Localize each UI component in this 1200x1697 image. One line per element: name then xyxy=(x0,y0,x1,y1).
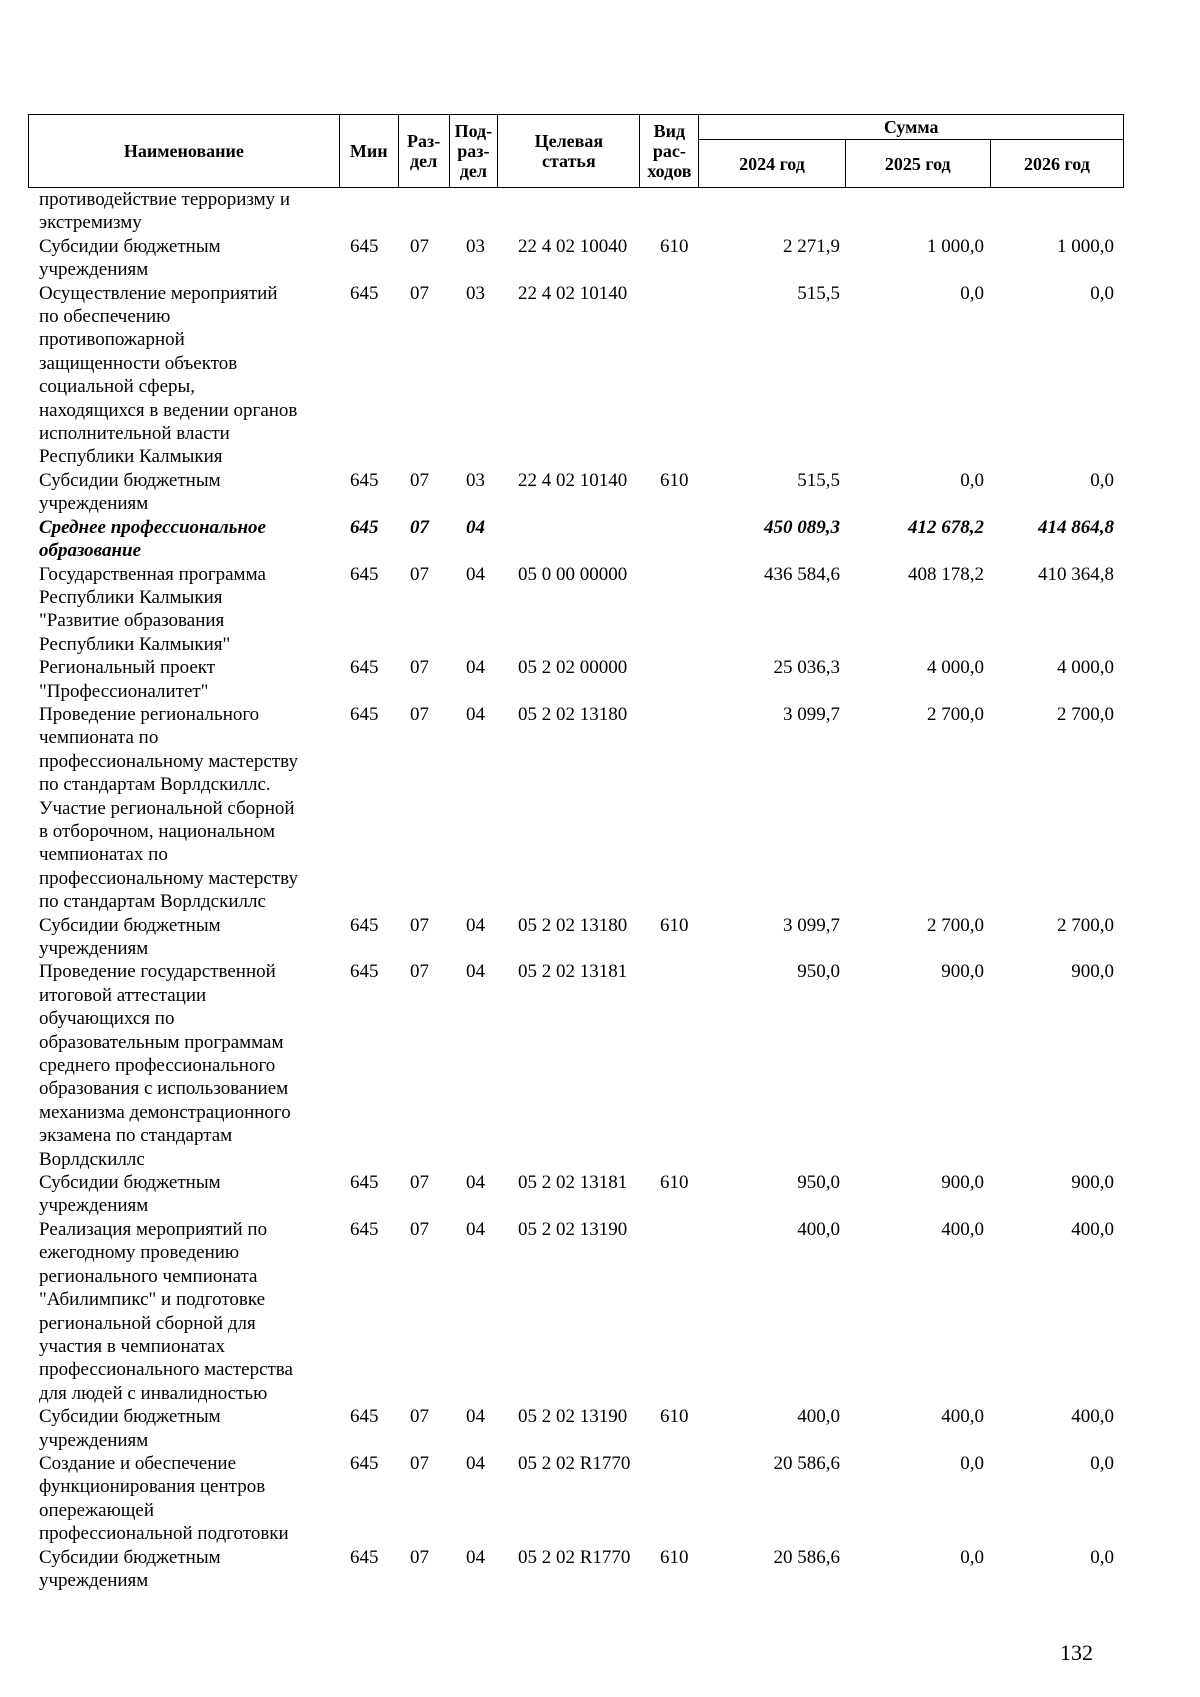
page-number: 132 xyxy=(1060,1640,1093,1665)
table-row xyxy=(28,188,1124,235)
row-sum-2024: 3 099,7 xyxy=(783,914,840,936)
header-min: Мин xyxy=(339,115,398,188)
header-year-2025: 2025 год xyxy=(845,140,990,188)
table-row xyxy=(28,1171,1124,1218)
header-year-2024: 2024 год xyxy=(699,140,845,188)
row-cs: 22 4 02 10140 xyxy=(518,282,628,304)
row-podrazdel: 04 xyxy=(466,1406,485,1428)
table-row xyxy=(28,1546,1124,1593)
row-sum-2026: 414 864,8 xyxy=(1038,516,1114,538)
row-min: 645 xyxy=(350,1452,379,1474)
row-name: Проведение регионального чемпионата по профессиональному мастерству по стандартам Ворлдскиллс. Участие региональной сборной в отборочном, национальном чемпионатах по профессиональному мастерству по стандартам Ворлдскиллс xyxy=(39,703,298,913)
row-sum-2024: 950,0 xyxy=(797,1172,840,1194)
row-sum-2024: 400,0 xyxy=(797,1218,840,1240)
row-sum-2025: 408 178,2 xyxy=(908,563,984,585)
row-razdel: 07 xyxy=(410,1452,429,1474)
row-sum-2024: 20 586,6 xyxy=(773,1546,840,1568)
row-vr: 610 xyxy=(660,235,689,257)
row-cs: 05 2 02 00000 xyxy=(518,657,628,679)
table-row xyxy=(28,235,1124,282)
row-razdel: 07 xyxy=(410,657,429,679)
row-razdel: 07 xyxy=(410,235,429,257)
row-sum-2024: 515,5 xyxy=(797,282,840,304)
row-vr: 610 xyxy=(660,469,689,491)
header-name: Наименование xyxy=(29,115,340,188)
row-name: Реализация мероприятий по ежегодному проведению регионального чемпионата "Абилимпикс" и подготовке региональной сборной для участия в чемпионатах профессионального мастерства для людей с инвалидностью xyxy=(39,1218,293,1404)
row-podrazdel: 04 xyxy=(466,516,485,538)
row-podrazdel: 04 xyxy=(466,1546,485,1568)
header-cs: Целевая статья xyxy=(498,115,640,188)
row-sum-2025: 412 678,2 xyxy=(908,516,984,538)
row-min: 645 xyxy=(350,1546,379,1568)
row-sum-2025: 0,0 xyxy=(960,469,984,491)
table-row xyxy=(28,469,1124,516)
row-sum-2024: 450 089,3 xyxy=(764,516,840,538)
row-podrazdel: 04 xyxy=(466,914,485,936)
row-name: Среднее профессиональное образование xyxy=(39,516,266,562)
row-podrazdel: 04 xyxy=(466,1218,485,1240)
row-vr: 610 xyxy=(660,1546,689,1568)
row-vr: 610 xyxy=(660,1406,689,1428)
row-cs: 05 2 02 13181 xyxy=(518,1172,628,1194)
row-podrazdel: 04 xyxy=(466,1452,485,1474)
row-sum-2026: 2 700,0 xyxy=(1057,914,1114,936)
row-min: 645 xyxy=(350,563,379,585)
row-sum-2026: 2 700,0 xyxy=(1057,703,1114,725)
row-razdel: 07 xyxy=(410,1406,429,1428)
row-sum-2025: 400,0 xyxy=(941,1406,984,1428)
table-row xyxy=(28,914,1124,961)
row-min: 645 xyxy=(350,961,379,983)
row-razdel: 07 xyxy=(410,914,429,936)
row-sum-2026: 0,0 xyxy=(1090,1546,1114,1568)
row-min: 645 xyxy=(350,914,379,936)
row-podrazdel: 04 xyxy=(466,657,485,679)
row-sum-2024: 400,0 xyxy=(797,1406,840,1428)
row-name: Субсидии бюджетным учреждениям xyxy=(39,235,221,281)
table-row xyxy=(28,563,1124,657)
row-sum-2024: 950,0 xyxy=(797,961,840,983)
row-podrazdel: 04 xyxy=(466,563,485,585)
header-razdel: Раз- дел xyxy=(398,115,449,188)
row-vr: 610 xyxy=(660,914,689,936)
row-sum-2026: 4 000,0 xyxy=(1057,657,1114,679)
row-razdel: 07 xyxy=(410,1172,429,1194)
row-cs: 05 2 02 13180 xyxy=(518,703,628,725)
row-cs: 05 2 02 13181 xyxy=(518,961,628,983)
row-podrazdel: 03 xyxy=(466,282,485,304)
row-cs: 05 2 02 13190 xyxy=(518,1218,628,1240)
row-podrazdel: 04 xyxy=(466,961,485,983)
row-sum-2025: 900,0 xyxy=(941,961,984,983)
table-row xyxy=(28,1452,1124,1546)
row-cs: 22 4 02 10140 xyxy=(518,469,628,491)
table-header xyxy=(28,114,1124,188)
row-sum-2026: 0,0 xyxy=(1090,1452,1114,1474)
table-row xyxy=(28,282,1124,469)
row-sum-2025: 0,0 xyxy=(960,282,984,304)
row-name: Субсидии бюджетным учреждениям xyxy=(39,1546,221,1591)
table-row xyxy=(28,960,1124,1171)
row-sum-2026: 400,0 xyxy=(1071,1218,1114,1240)
row-min: 645 xyxy=(350,235,379,257)
row-min: 645 xyxy=(350,469,379,491)
row-sum-2026: 0,0 xyxy=(1090,469,1114,491)
row-sum-2026: 400,0 xyxy=(1071,1406,1114,1428)
row-razdel: 07 xyxy=(410,282,429,304)
row-sum-2025: 2 700,0 xyxy=(927,914,984,936)
row-cs: 22 4 02 10040 xyxy=(518,235,628,257)
header-podrazdel: Под- раз- дел xyxy=(449,115,498,188)
row-name: Создание и обеспечение функционирования центров опережающей профессиональной подготовки xyxy=(39,1452,289,1545)
row-min: 645 xyxy=(350,282,379,304)
row-podrazdel: 03 xyxy=(466,469,485,491)
row-name: Субсидии бюджетным учреждениям xyxy=(39,1172,221,1217)
row-sum-2025: 0,0 xyxy=(960,1546,984,1568)
table-row xyxy=(28,703,1124,914)
row-podrazdel: 04 xyxy=(466,1172,485,1194)
row-name: Субсидии бюджетным учреждениям xyxy=(39,914,221,959)
row-sum-2025: 900,0 xyxy=(941,1172,984,1194)
row-sum-2026: 1 000,0 xyxy=(1057,235,1114,257)
row-name: Субсидии бюджетным учреждениям xyxy=(39,1406,221,1451)
row-cs: 05 2 02 R1770 xyxy=(518,1452,631,1474)
row-name: Региональный проект "Профессионалитет" xyxy=(39,657,216,702)
header-summa: Сумма xyxy=(699,115,1124,140)
row-sum-2024: 2 271,9 xyxy=(783,235,840,257)
row-cs: 05 2 02 13190 xyxy=(518,1406,628,1428)
row-name: противодействие терроризму и экстремизму xyxy=(39,189,291,234)
row-sum-2024: 3 099,7 xyxy=(783,703,840,725)
row-sum-2025: 0,0 xyxy=(960,1452,984,1474)
header-vr: Вид рас- ходов xyxy=(640,115,699,188)
row-razdel: 07 xyxy=(410,961,429,983)
row-sum-2025: 4 000,0 xyxy=(927,657,984,679)
row-sum-2026: 900,0 xyxy=(1071,1172,1114,1194)
row-podrazdel: 04 xyxy=(466,703,485,725)
row-cs: 05 2 02 13180 xyxy=(518,914,628,936)
row-cs: 05 2 02 R1770 xyxy=(518,1546,631,1568)
row-min: 645 xyxy=(350,657,379,679)
header-year-2026: 2026 год xyxy=(990,140,1123,188)
row-razdel: 07 xyxy=(410,703,429,725)
row-min: 645 xyxy=(350,1406,379,1428)
row-vr: 610 xyxy=(660,1172,689,1194)
row-min: 645 xyxy=(350,703,379,725)
row-min: 645 xyxy=(350,516,379,538)
row-sum-2024: 515,5 xyxy=(797,469,840,491)
row-name: Проведение государственной итоговой аттестации обучающихся по образовательным программам среднего профессионального образования с использованием механизма демонстрационного экзамена по стандартам Ворлдскиллс xyxy=(39,961,291,1170)
row-razdel: 07 xyxy=(410,469,429,491)
table-body xyxy=(28,188,1124,1592)
table-row xyxy=(28,1405,1124,1452)
table-row xyxy=(28,1218,1124,1405)
row-name: Государственная программа Республики Калмыкия "Развитие образования Республики Калмыкия" xyxy=(39,563,266,655)
table-row xyxy=(28,656,1124,703)
row-sum-2024: 20 586,6 xyxy=(773,1452,840,1474)
table-row xyxy=(28,516,1124,563)
row-sum-2026: 410 364,8 xyxy=(1038,563,1114,585)
row-min: 645 xyxy=(350,1172,379,1194)
row-name: Осуществление мероприятий по обеспечению противопожарной защищенности объектов социальной сферы, находящихся в ведении органов исполнительной власти Республики Калмыкия xyxy=(39,282,298,468)
row-razdel: 07 xyxy=(410,1218,429,1240)
row-razdel: 07 xyxy=(410,563,429,585)
row-name: Субсидии бюджетным учреждениям xyxy=(39,469,221,515)
row-min: 645 xyxy=(350,1218,379,1240)
row-cs: 05 0 00 00000 xyxy=(518,563,628,585)
row-sum-2025: 2 700,0 xyxy=(927,703,984,725)
row-sum-2024: 25 036,3 xyxy=(773,657,840,679)
row-razdel: 07 xyxy=(410,516,429,538)
row-sum-2024: 436 584,6 xyxy=(764,563,840,585)
row-sum-2026: 0,0 xyxy=(1090,282,1114,304)
row-podrazdel: 03 xyxy=(466,235,485,257)
row-sum-2025: 1 000,0 xyxy=(927,235,984,257)
row-razdel: 07 xyxy=(410,1546,429,1568)
row-sum-2025: 400,0 xyxy=(941,1218,984,1240)
row-sum-2026: 900,0 xyxy=(1071,961,1114,983)
